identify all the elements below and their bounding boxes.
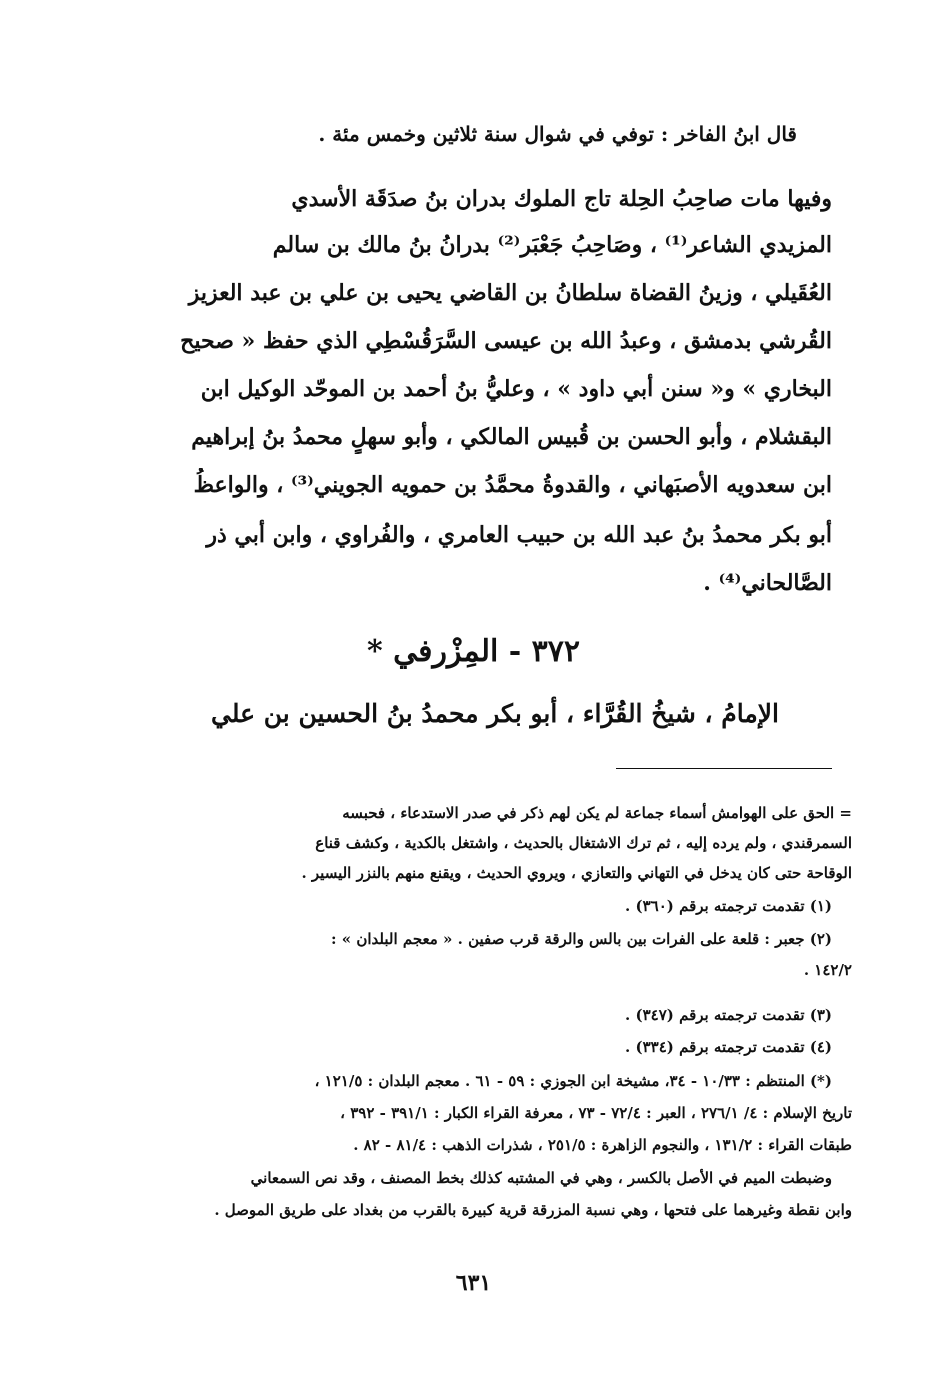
paragraph-line: أبو بكر محمدُ بنُ عبد الله بن حبيب العامري ، والفُراوي ، وابن أبي ذر xyxy=(206,522,832,548)
lead-line: قال ابنُ الفاخر : توفي في شوال سنة ثلاثين وخمس مئة . xyxy=(318,122,797,146)
footnote-line: (٣) تقدمت ترجمته برقم (٣٤٧) . xyxy=(625,1006,832,1024)
footnote-line: (٤) تقدمت ترجمته برقم (٣٣٤) . xyxy=(625,1038,832,1056)
page-number: ٦٣١ xyxy=(455,1270,492,1296)
footnote-line: ١٤٢/٢ . xyxy=(803,961,852,979)
paragraph-line: وفيها مات صاحِبُ الحِلة تاج الملوك بدران بنُ صدَقَة الأسدي xyxy=(291,186,832,212)
footnote-line: (*) المنتظم : ١٠/٣٣ - ٣٤، مشيخة ابن الجوزي : ٥٩ - ٦١ . معجم البلدان : ١٢١/٥ ، xyxy=(314,1072,832,1090)
paragraph-line: القُرشي بدمشق ، وعبدُ الله بن عيسى السَّرَقُسْطِي الذي حفظ « صحيح xyxy=(180,328,832,354)
paragraph-line: ابن سعدويه الأصبَهاني ، والقدوةُ محمَّدُ بن حمويه الجويني⁽³⁾ ، والواعظُ xyxy=(193,472,832,498)
footnote-line: السمرقندي ، ولم يرده إليه ، ثم ترك الاشتغال بالحديث ، واشتغل بالكدية ، وكشف قناع xyxy=(315,834,852,852)
footnote-line: تاريخ الإسلام : ٤/ ٢٧٦/١ ، العبر : ٧٢/٤ - ٧٣ ، معرفة القراء الكبار : ٣٩١/١ - ٣٩٢ ، xyxy=(340,1104,852,1122)
paragraph-line: البخاري » و« سنن أبي داود » ، وعليُّ بنُ أحمد بن الموحّد الوكيل ابن xyxy=(200,376,832,402)
footnote-line: الوقاحة حتى كان يدخل في التهاني والتعازي ، ويروي الحديث ، ويقنع منهم بالنزر اليسير . xyxy=(301,864,852,882)
footnote-line: طبقات القراء : ١٣١/٢ ، والنجوم الزاهرة : ٢٥١/٥ ، شذرات الذهب : ٨١/٤ - ٨٢ . xyxy=(353,1136,852,1154)
footnote-line: = الحق على الهوامش أسماء جماعة لم يكن لهم ذكر في صدر الاستدعاء ، فحبسه xyxy=(342,804,852,822)
paragraph-line: العُقَيلي ، وزينُ القضاة سلطانُ بن القاضي يحيى بن علي بن عبد العزيز xyxy=(188,280,832,306)
footnote-line: (١) تقدمت ترجمته برقم (٣٦٠) . xyxy=(625,897,832,915)
footnote-line: وابن نقطة وغيرهما على فتحها ، وهي نسبة المزرقة قرية كبيرة بالقرب من بغداد على طريق الموصل . xyxy=(214,1201,852,1219)
entry-heading: ٣٧٢ - المِزْرفي * xyxy=(366,634,581,669)
paragraph-line: الصَّالحاني⁽⁴⁾ . xyxy=(703,570,832,596)
footnote-line: (٢) جعبر : قلعة على الفرات بين بالس والرقة قرب صفين . « معجم البلدان » : xyxy=(331,930,832,948)
footnote-divider xyxy=(616,768,832,769)
footnote-line: وضبطت الميم في الأصل بالكسر ، وهي في المشتبه كذلك بخط المصنف ، وقد نص السمعاني xyxy=(250,1169,832,1187)
paragraph-line: البقشلام ، وأبو الحسن بن قُبيس المالكي ، وأبو سهلٍ محمدُ بنُ إبراهيم xyxy=(191,424,832,450)
entry-first-line: الإمامُ ، شيخُ القُرَّاء ، أبو بكر محمدُ بنُ الحسين بن علي xyxy=(211,699,779,728)
paragraph-line: المزيدي الشاعر⁽¹⁾ ، وصَاحِبُ جَعْبَر⁽²⁾ بدرانُ بنُ مالك بن سالم xyxy=(272,232,832,258)
